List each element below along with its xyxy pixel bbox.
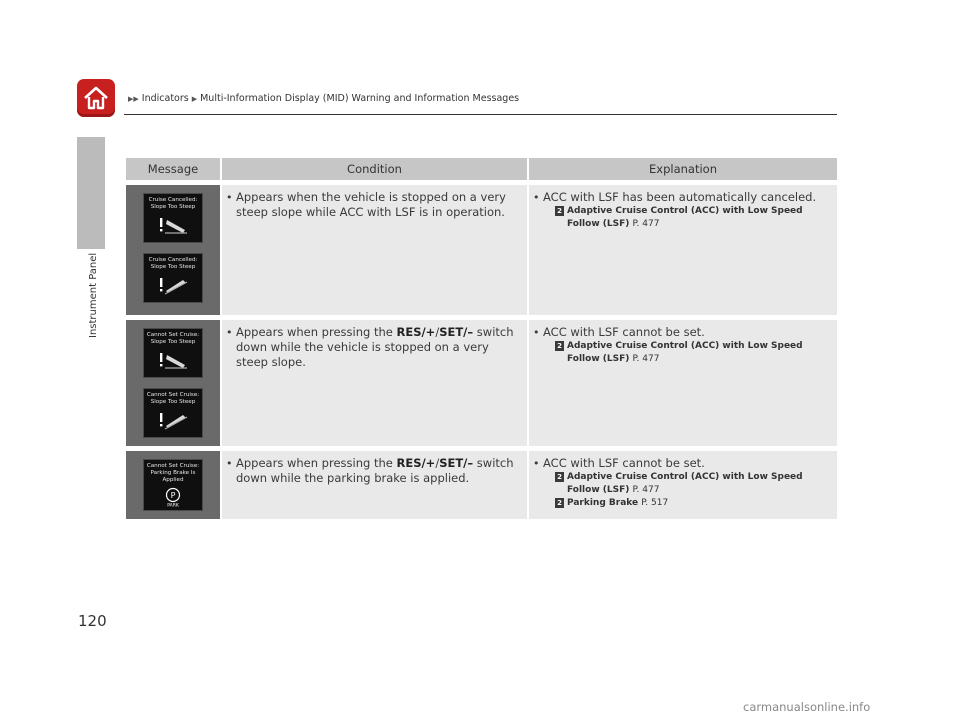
reference-link-continued[interactable]: Follow (LSF) P. 477 xyxy=(567,485,660,495)
reference-link-continued[interactable]: Follow (LSF) P. 477 xyxy=(567,219,660,229)
screen-text: Cannot Set Cruise: Slope Too Steep xyxy=(146,332,200,345)
slope-warning-icon xyxy=(153,216,193,236)
screen-text: Cannot Set Cruise: Slope Too Steep xyxy=(146,392,200,405)
svg-text:P: P xyxy=(170,491,176,500)
section-tab xyxy=(77,137,105,249)
screen-text: Cruise Cancelled: Slope Too Steep xyxy=(148,257,198,270)
column-header-message: Message xyxy=(126,158,220,180)
explanation-cell xyxy=(527,185,837,315)
breadcrumb-item[interactable]: Indicators xyxy=(141,93,189,104)
message-images xyxy=(126,320,220,446)
home-button[interactable] xyxy=(77,79,115,117)
condition-cell xyxy=(220,320,527,446)
mid-screen xyxy=(143,459,203,511)
watermark: carmanualsonline.info xyxy=(743,700,871,714)
home-icon xyxy=(82,84,110,112)
condition-cell xyxy=(220,451,527,519)
explanation-text: • ACC with LSF cannot be set. xyxy=(529,320,837,340)
column-header-condition: Condition xyxy=(220,158,527,180)
slope-warning-icon xyxy=(153,276,193,296)
mid-screen xyxy=(143,388,203,438)
mid-screen xyxy=(143,193,203,243)
chevron-right-icon: ▶▶ xyxy=(128,94,139,103)
breadcrumb-item[interactable]: Multi-Information Display (MID) Warning and Information Messages xyxy=(200,93,520,104)
reference-link[interactable]: 2 Adaptive Cruise Control (ACC) with Low Speed xyxy=(529,340,837,353)
slope-warning-icon xyxy=(153,351,193,371)
column-header-explanation: Explanation xyxy=(527,158,837,180)
breadcrumb xyxy=(128,93,519,104)
message-table xyxy=(126,153,837,524)
condition-text: • Appears when pressing the RES/+/SET/– switch down while the parking brake is applied. xyxy=(222,451,527,486)
explanation-text: • ACC with LSF has been automatically canceled. xyxy=(529,185,837,205)
reference-link-continued[interactable]: Follow (LSF) P. 477 xyxy=(567,354,660,364)
header-divider xyxy=(124,114,837,115)
explanation-cell xyxy=(527,451,837,519)
explanation-text: • ACC with LSF cannot be set. xyxy=(529,451,837,471)
reference-link[interactable]: 2 Adaptive Cruise Control (ACC) with Low Speed xyxy=(529,471,837,484)
message-images xyxy=(126,185,220,315)
message-images xyxy=(126,451,220,519)
chevron-right-icon: ▶ xyxy=(191,94,198,103)
mid-screen xyxy=(143,253,203,303)
condition-cell xyxy=(220,185,527,315)
mid-screen xyxy=(143,328,203,378)
explanation-cell xyxy=(527,320,837,446)
condition-text: • Appears when the vehicle is stopped on a very steep slope while ACC with LSF is in operation. xyxy=(222,185,527,220)
parking-brake-icon xyxy=(163,487,183,507)
slope-warning-icon xyxy=(153,411,193,431)
section-label: Instrument Panel xyxy=(88,252,99,338)
screen-text: Cannot Set Cruise: Parking Brake Is Applied xyxy=(146,463,200,483)
park-badge: PARK xyxy=(167,503,179,507)
page-number: 120 xyxy=(78,612,107,630)
table-row xyxy=(126,451,837,519)
reference-link[interactable]: 2 Adaptive Cruise Control (ACC) with Low Speed xyxy=(529,205,837,218)
table-row xyxy=(126,320,837,446)
table-row xyxy=(126,185,837,315)
screen-text: Cruise Cancelled: Slope Too Steep xyxy=(148,197,198,210)
condition-text: • Appears when pressing the RES/+/SET/– switch down while the vehicle is stopped on a very steep slope. xyxy=(222,320,527,370)
reference-link[interactable]: 2 Parking Brake P. 517 xyxy=(529,497,837,510)
